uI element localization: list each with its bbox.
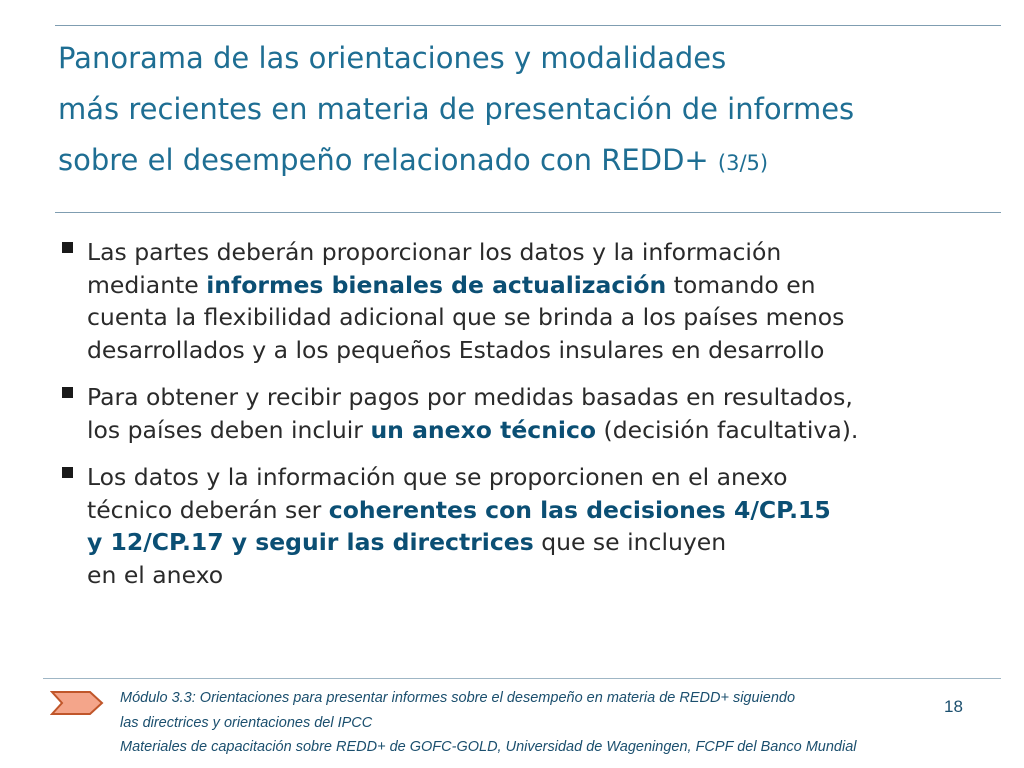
page-number: 18: [944, 697, 963, 716]
title-line-1: Panorama de las orientaciones y modalidades: [58, 41, 727, 75]
bullet-square-icon: [62, 242, 73, 253]
bullet-line: [87, 559, 1000, 592]
chevron-arrow-icon: [50, 690, 104, 716]
footer-line-1: Módulo 3.3: Orientaciones para presentar informes sobre el desempeño en materia de REDD+ siguiendo: [120, 690, 796, 706]
title-line-2: más recientes en materia de presentación de informes: [58, 92, 855, 126]
bullet-text: técnico deberán ser: [87, 495, 329, 524]
bullet-item: [60, 461, 1000, 591]
footer-line-2: las directrices y orientaciones del IPCC: [120, 714, 373, 731]
title-line-3: [58, 135, 998, 189]
title-divider: [55, 212, 1001, 213]
bullet-text: los países deben incluir: [87, 415, 371, 444]
bullet-emphasis: informes bienales de actualización: [206, 270, 667, 299]
top-rule: [55, 25, 1001, 26]
slide-counter: (3/5): [717, 151, 769, 175]
bullet-text: que se incluyen: [533, 528, 727, 556]
bullet-list: [60, 236, 1000, 606]
bullet-square-icon: [62, 467, 73, 478]
footer-rule: [43, 678, 1001, 679]
bullet-emphasis: y 12/CP.17 y seguir las directrices: [87, 528, 534, 556]
bullet-text: en el anexo: [87, 560, 224, 589]
bullet-square-icon: [62, 387, 73, 398]
bullet-line: [87, 334, 1000, 367]
footer-line-3: Materiales de capacitación sobre REDD+ de GOFC-GOLD, Universidad de Wageningen, FCPF del Banco Mundial: [120, 739, 857, 755]
bullet-line: [87, 526, 1000, 559]
bullet-item: [60, 236, 1000, 366]
bullet-text: (decisión facultativa).: [596, 415, 859, 444]
bullet-text: tomando en: [666, 270, 816, 299]
bullet-line: [87, 414, 1000, 447]
bullet-text: cuenta la flexibilidad adicional que se brinda a los países menos: [87, 303, 845, 331]
footer-text: [120, 686, 980, 760]
bullet-line: [87, 461, 1000, 494]
bullet-line: [87, 269, 1000, 302]
bullet-emphasis: coherentes con las decisiones 4/CP.15: [328, 495, 831, 524]
bullet-text: Las partes deberán proporcionar los datos y la información: [87, 238, 782, 266]
bullet-text: desarrollados y a los pequeños Estados insulares en desarrollo: [87, 335, 825, 364]
bullet-line: [87, 494, 1000, 527]
slide-title: [58, 33, 998, 189]
bullet-item: [60, 381, 1000, 446]
bullet-line: [87, 236, 1000, 269]
bullet-text: Para obtener y recibir pagos por medidas basadas en resultados,: [87, 383, 853, 411]
bullet-text: mediante: [87, 270, 207, 299]
bullet-emphasis: un anexo técnico: [370, 415, 597, 444]
bullet-line: [87, 301, 1000, 334]
bullet-line: [87, 381, 1000, 414]
title-line-3-text: sobre el desempeño relacionado con REDD+: [58, 143, 709, 177]
bullet-text: Los datos y la información que se proporcionen en el anexo: [87, 463, 788, 491]
